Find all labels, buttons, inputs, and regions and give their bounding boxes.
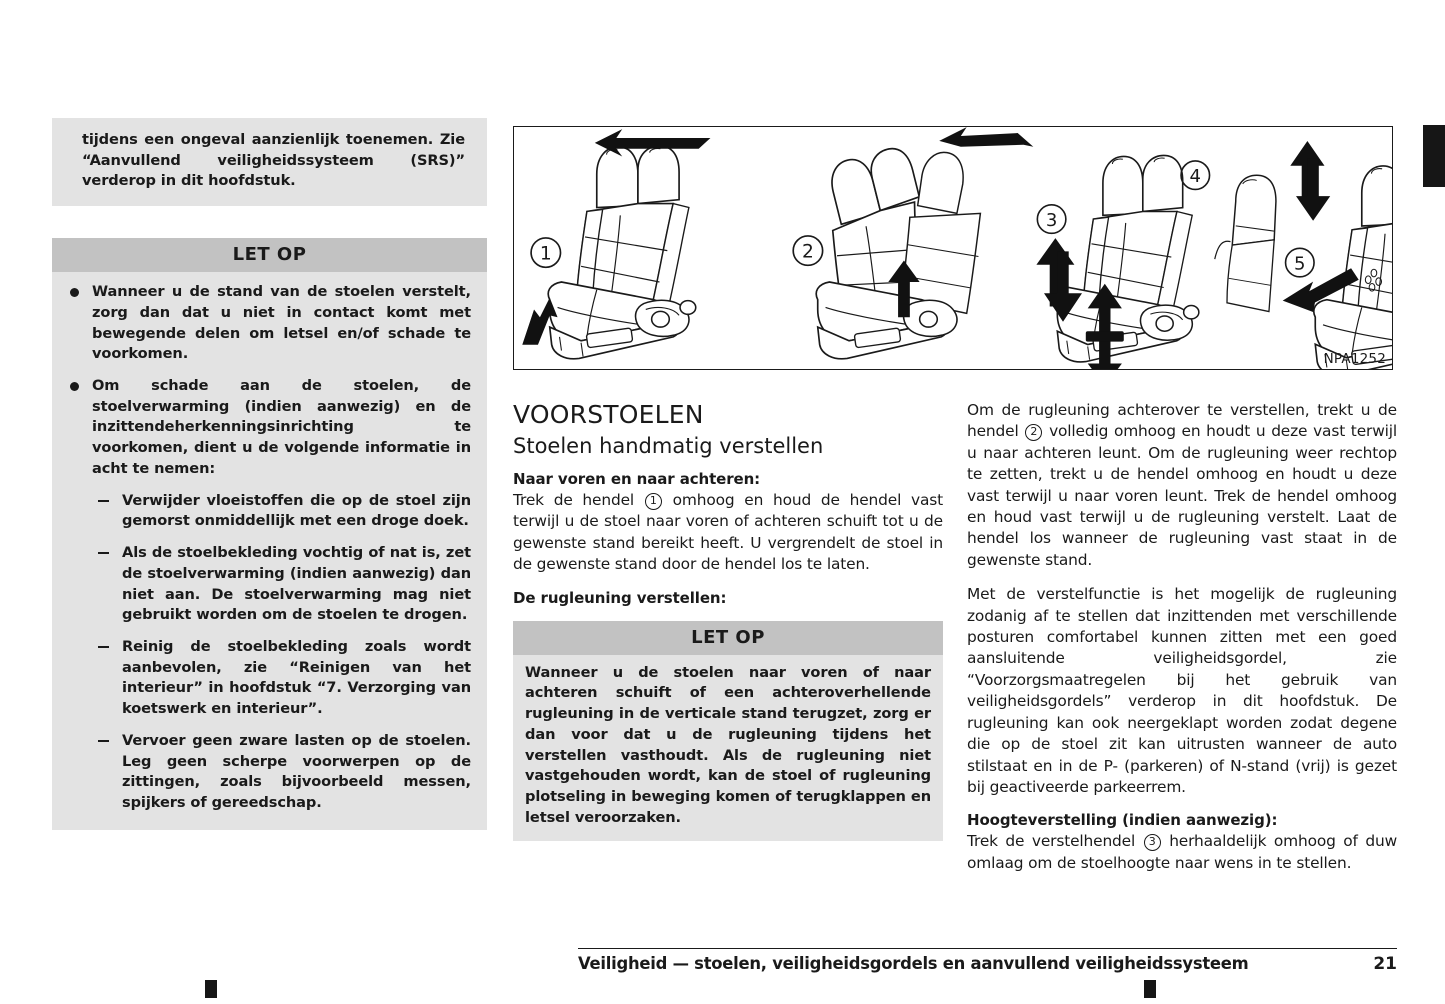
middle-column (513, 400, 943, 841)
sub-item-text: Vervoer geen zware lasten op de stoelen. Leg geen scherpe voorwerpen op de zittingen, zoals bijvoorbeeld messen, spijkers of gereedschap. (122, 731, 471, 811)
text-fragment: volledig omhoog en houdt u deze vast terwijl u naar achteren leunt. Om de rugleuning weer rechtop te zetten, trekt u de hendel omhoog en houdt u deze vast terwijl u naar voren leunt. Trek de hendel omhoog en houd vast terwijl u de rugleuning verstelt. Laat de hendel los wanneer de rugleuning vast staat in de gewenste stand. (967, 422, 1398, 569)
heading-height-adjust: Hoogteverstelling (indien aanwezig): (967, 811, 1278, 830)
paragraph-adjust-function: Met de verstelfunctie is het mogelijk de rugleuning zodanig af te stellen dat inzittenden met verschillende posturen comfortabel kunnen zitten met een goed aansluitende veiligheidsgordel, zie “Voorzorgsmaatregelen bij het gebruik van veiligheidsgordels” verderop in dit hoofdstuk. De rugleuning kan ook neergeklapt worden zodat degene die op de stoel zit kan uitrusten wanneer de auto stilstaat en in de P- (parkeren) of N-stand (vrij) is gezet bij geactiveerde parkeerrem. (967, 585, 1397, 796)
caution-body (52, 272, 487, 830)
caution-heading: LET OP (513, 621, 943, 655)
heading-seatback: De rugleuning verstellen: (513, 588, 727, 607)
svg-text:5: 5 (1294, 253, 1306, 275)
sub-item-text: Verwijder vloeistoffen die op de stoel zijn gemorst onmiddellijk met een droge doek. (122, 491, 471, 530)
text-fragment: Trek de verstelhendel (967, 832, 1136, 851)
caution-heading: LET OP (52, 238, 487, 272)
sub-item-text: Reinig de stoelbekleding zoals wordt aanbevolen, zie “Reinigen van het interieur” in hoofdstuk “7. Verzorging van koetswerk en interieur”. (122, 637, 471, 718)
list-item (66, 376, 471, 814)
registration-mark-left (205, 980, 217, 998)
svg-text:4: 4 (1189, 165, 1202, 187)
heading-forward-back: Naar voren en naar achteren: (513, 470, 761, 488)
list-item (66, 282, 471, 365)
paragraph-height-adjust (967, 831, 1397, 874)
svg-text:3: 3 (1045, 209, 1058, 231)
footer-chapter-title: Veiligheid — stoelen, veiligheidsgordels en aanvullend veiligheidssysteem (578, 954, 1249, 973)
text-fragment: Om de rugleuning achterover te verstellen, trekt u de hendel (967, 401, 1397, 441)
bullet-text: Om schade aan de stoelen, de stoelverwarming (indien aanwezig) en de inzittendeherkenningsinrichting te voorkomen, dient u de volgende informatie in acht te nemen: (92, 377, 471, 477)
footer-divider (578, 948, 1397, 949)
seat-diagram-2 (793, 127, 1033, 359)
dash-icon (98, 740, 109, 742)
chapter-edge-tab (1423, 125, 1445, 187)
figure-code: NPA1252 (1323, 351, 1386, 367)
registration-mark-center (1144, 980, 1156, 998)
section-title: VOORSTOELEN (513, 400, 704, 429)
callout-3: 3 (1144, 834, 1161, 851)
svg-text:2: 2 (801, 241, 814, 263)
seat-diagram-3 (1036, 155, 1198, 369)
caution-text: Wanneer u de stoelen naar voren of naar achteren schuift of een achteroverhellende rugleuning in de verticale stand terugzet, zorg er dan voor dat u de rugleuning tijdens het verstellen vasthoudt. Als de rugleuning niet vastgehouden wordt, kan de stoel of rugleuning plotseling in beweging komen of terugklappen en letsel veroorzaken. (525, 663, 931, 826)
dash-icon (98, 646, 109, 648)
text-fragment: Trek de hendel (513, 491, 635, 509)
text-fragment: omhoog en houd de hendel vast terwijl u de stoel naar voren of achteren schuift tot u de gewenste stand bereikt heeft. U vergrendelt de stoel in de gewenste stand door de hendel los te laten. (513, 491, 943, 574)
callout-2: 2 (1025, 424, 1042, 441)
list-item (92, 637, 471, 720)
caution-box-middle (513, 621, 943, 842)
svg-text:1: 1 (539, 243, 552, 265)
caution-bullet-list (66, 282, 471, 814)
seat-adjustment-figure (513, 126, 1393, 370)
seat-illustrations (514, 127, 1392, 369)
dash-icon (98, 552, 109, 554)
paragraph-forward-back (513, 490, 943, 576)
bullet-dot-icon (70, 288, 79, 297)
caution-box-left (52, 238, 487, 830)
right-column (967, 400, 1397, 874)
seat-diagram-1 (522, 129, 710, 359)
text-fragment: herhaaldelijk omhoog of duw omlaag om de stoelhoogte naar wens in te stellen. (967, 832, 1398, 872)
sub-item-text: Als de stoelbekleding vochtig of nat is, zet de stoelverwarming (indien aanwezig) dan niet aan. De stoelverwarming mag niet gebruikt worden om de stoelen te drogen. (122, 544, 471, 624)
subsection-title: Stoelen handmatig verstellen (513, 434, 824, 458)
bullet-dot-icon (70, 382, 79, 391)
list-item (92, 731, 471, 814)
page-number: 21 (1373, 954, 1397, 974)
callout-1: 1 (645, 493, 662, 510)
list-item (92, 543, 471, 626)
dash-icon (98, 500, 109, 502)
list-item (92, 491, 471, 532)
bullet-text: Wanneer u de stand van de stoelen verstelt, zorg dan dat u niet in contact komt met bewegende delen om letsel en/of schade te voorkomen. (92, 283, 471, 363)
paragraph-recline (967, 400, 1397, 571)
left-column (52, 118, 487, 830)
caution-sub-list (92, 491, 471, 814)
continued-paragraph: tijdens een ongeval aanzienlijk toenemen. Zie “Aanvullend veiligheidssysteem (SRS)” verderop in dit hoofdstuk. (52, 118, 487, 206)
seat-diagram-4-5 (1181, 141, 1392, 369)
